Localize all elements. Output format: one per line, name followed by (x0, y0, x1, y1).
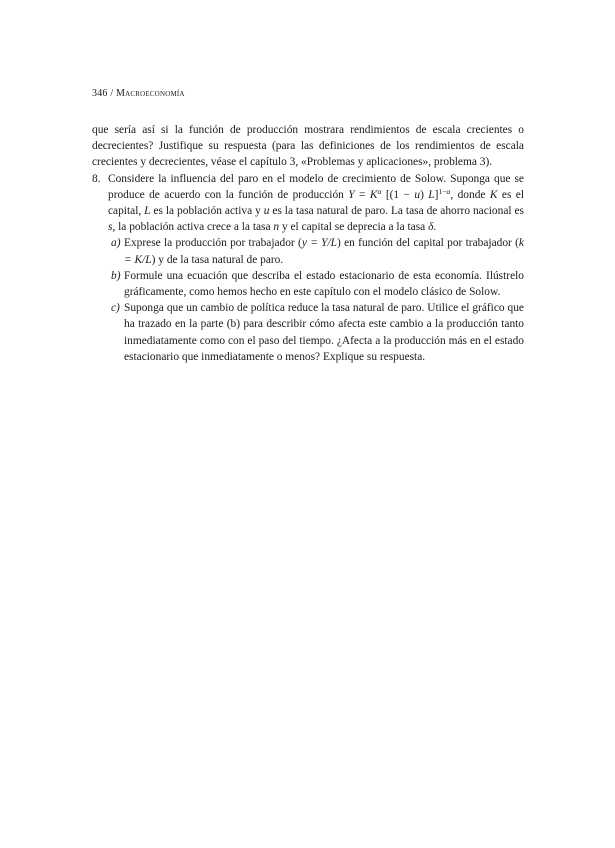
exponent-alpha: α (377, 186, 382, 196)
text-run: Suponga que un cambio de política reduce la tasa natural de paro. Utilice el gráfico que ha trazado en la parte (b) para describir cómo afecta este cambio a la producción tanto inmediatamente como con el paso del tiempo. ¿Afecta a la producción más en el estado estacionario que inmediatamente o menos? Explique su respuesta. (124, 302, 524, 363)
var-u: u (414, 188, 421, 201)
var-l: L (144, 205, 151, 218)
running-title: Macroeconomía (116, 88, 185, 99)
exercise-8-part-b (111, 268, 524, 300)
text-run: Considere la influencia del paro en el modelo de crecimiento de Solow. Suponga que se produce de acuerdo con la función de producción (108, 172, 524, 201)
var-n: n (273, 221, 280, 234)
text-run: es el capital, (108, 188, 525, 218)
exercise-number: 8. (92, 172, 101, 185)
exercise-8-part-c (111, 300, 524, 365)
running-header (92, 88, 185, 99)
part-label: c) (111, 302, 120, 315)
var-k: K (369, 188, 378, 201)
var-u: u (263, 205, 270, 218)
var-y: Y (348, 188, 355, 201)
part-label: b) (111, 269, 121, 282)
var-delta: δ (428, 221, 434, 234)
text-run: es la población activa y (150, 205, 264, 218)
text-run: Exprese la producción por trabajador ( (124, 237, 302, 250)
exercise-8-part-a (111, 235, 524, 267)
equation-y: y = Y/L (301, 237, 338, 250)
text-run: Formule una ecuación que describa el estado estacionario de esta economía. Ilústrelo gráficamente, como hemos hecho en este capítulo con el modelo clásico de Solow. (124, 269, 524, 299)
exercise-8 (92, 171, 525, 236)
continuation-paragraph: que sería así si la función de producción mostrara rendimientos de escala crecientes o decrecientes? Justifique su respuesta (para las definiciones de los rendimientos de escala crecientes y decrecientes, véase el capítulo 3, «Problemas y aplicaciones», problema 3). (92, 124, 524, 169)
part-label: a) (111, 237, 121, 250)
text-run: . (433, 221, 437, 234)
text-run: ) (420, 188, 424, 201)
text-run: ) y de la tasa natural de paro. (151, 253, 284, 266)
var-s: s (108, 221, 113, 234)
text-run: [(1 − (381, 188, 415, 201)
var-k: K (489, 188, 498, 201)
header-separator: / (110, 88, 114, 99)
text-run: , donde (450, 188, 490, 201)
text-run: = (354, 188, 370, 201)
equation-k: k = K/L (124, 237, 524, 266)
page-number: 346 (92, 88, 108, 99)
exponent-one-minus-alpha: 1−α (438, 186, 451, 196)
text-run: ) en función del capital por trabajador ( (337, 237, 519, 250)
var-l: L (428, 188, 435, 201)
page-body (92, 122, 524, 365)
text-run: , la población activa crece a la tasa (112, 221, 274, 234)
text-run: es la tasa natural de paro. La tasa de ahorro nacional es (269, 205, 524, 218)
text-run: y el capital se deprecia a la tasa (279, 221, 429, 234)
text-run: ] (434, 188, 439, 201)
